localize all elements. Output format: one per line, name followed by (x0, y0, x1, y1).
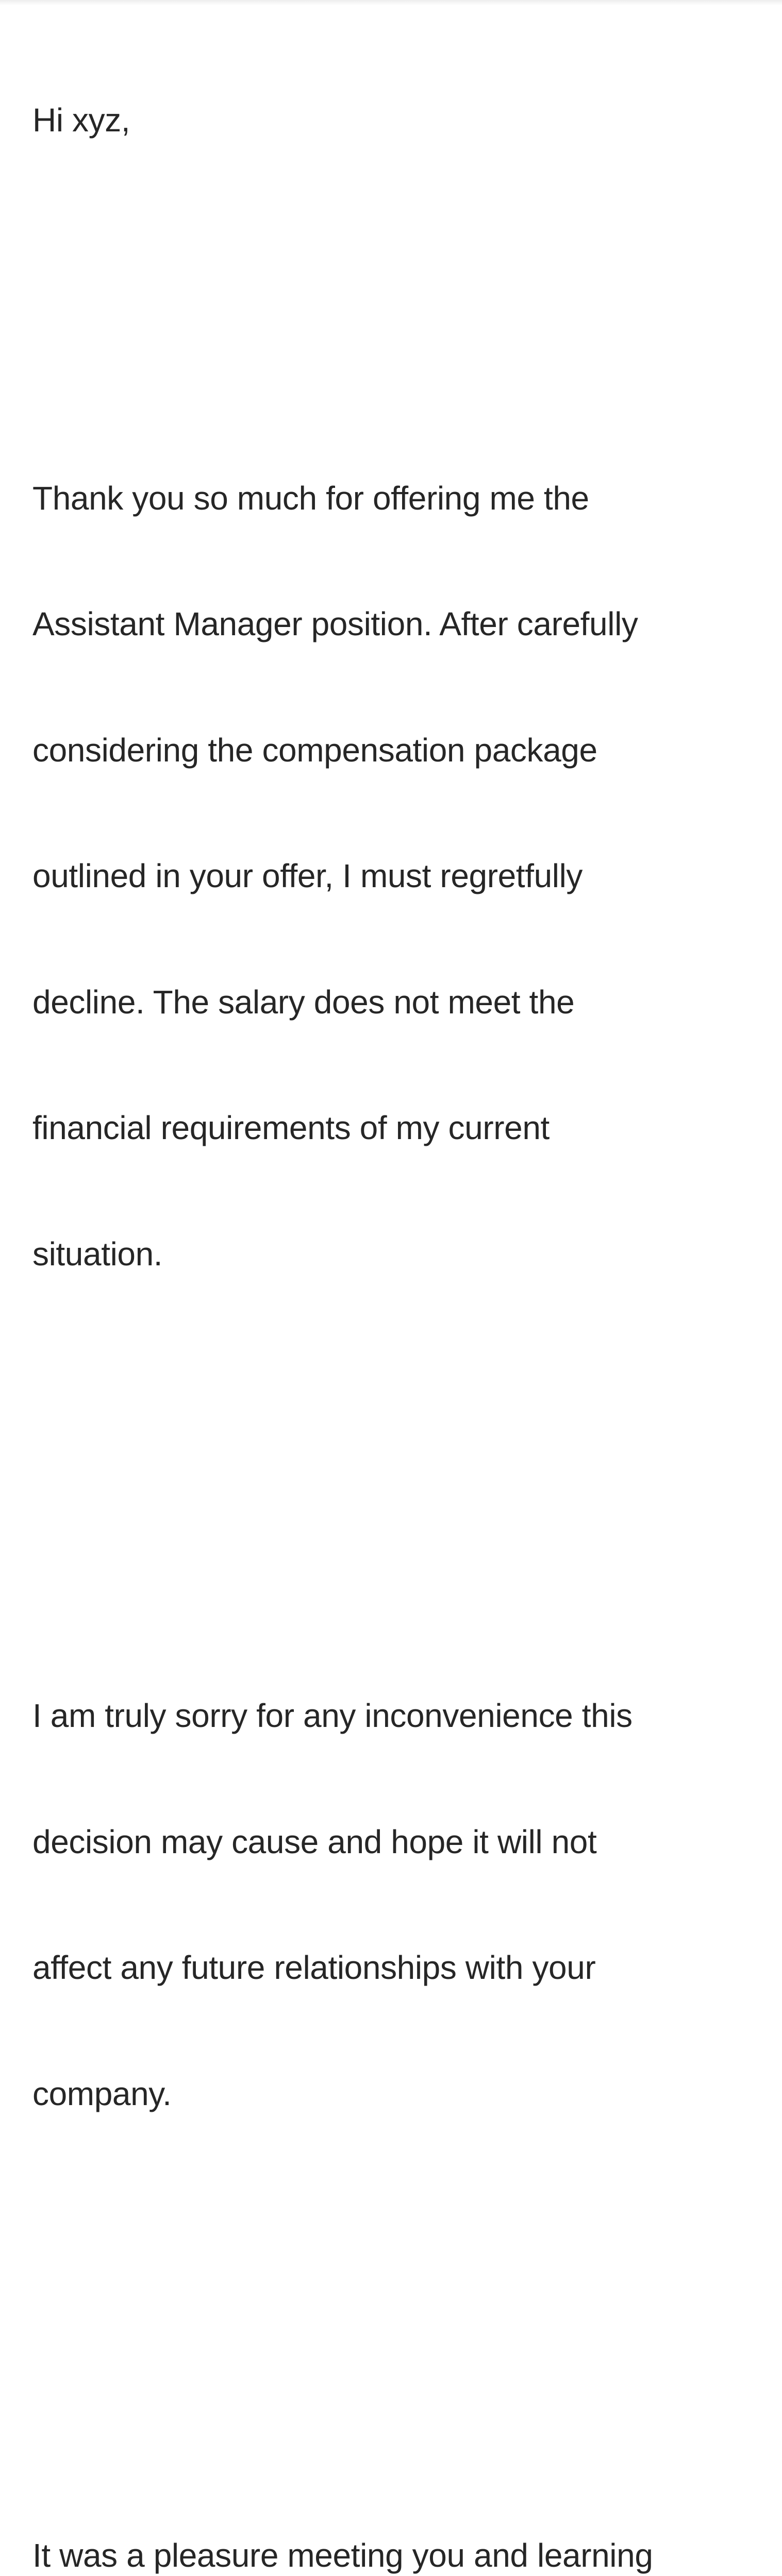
text-line: decline. The salary does not meet the (32, 983, 575, 1021)
greeting-line: Hi xyz, (32, 101, 130, 139)
text-line: company. (32, 2075, 172, 2112)
paragraph-pleasure (32, 2451, 759, 2576)
blank-line (32, 2283, 759, 2325)
text-line: It was a pleasure meeting you and learning (32, 2537, 653, 2574)
text-line: affect any future relationships with your (32, 1949, 596, 1986)
text-line: situation. (32, 1235, 163, 1273)
text-line: Thank you so much for offering me the (32, 479, 589, 517)
text-line: financial requirements of my current (32, 1109, 550, 1146)
text-line: decision may cause and hope it will not (32, 1823, 597, 1860)
blank-line (32, 1443, 759, 1485)
text-line: I am truly sorry for any inconvenience this (32, 1697, 633, 1734)
text-line: outlined in your offer, I must regretfully (32, 857, 583, 894)
paragraph-offer-decline (32, 394, 759, 1360)
text-line: Assistant Manager position. After carefully (32, 605, 638, 642)
top-divider (0, 0, 782, 5)
email-body-editor[interactable] (32, 15, 759, 2576)
paragraph-apology (32, 1611, 759, 2199)
blank-line (32, 226, 759, 268)
text-line: considering the compensation package (32, 731, 597, 769)
